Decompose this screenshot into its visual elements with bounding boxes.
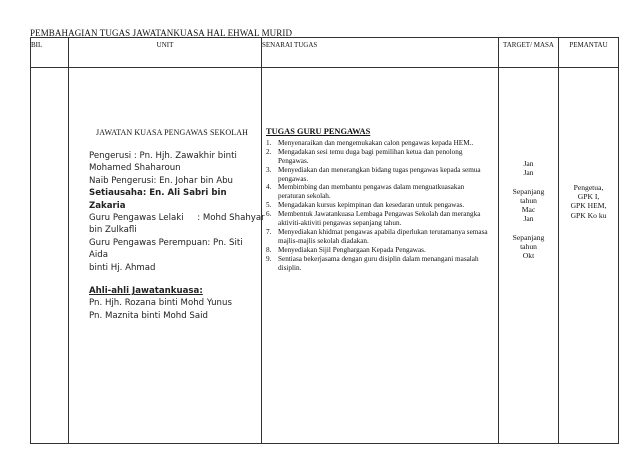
tugas-title: TUGAS GURU PENGAWAS [266, 127, 371, 136]
committee-line: Mohamed Shaharoun [89, 163, 181, 174]
duty-number: 1. [266, 138, 272, 147]
committee-line: Naib Pengerusi: En. Johar bin Abu [89, 175, 234, 186]
duty-number: 5. [266, 201, 272, 210]
duty-number: 3. [266, 165, 272, 174]
duty-number: 4. [266, 183, 272, 192]
list-item [266, 210, 492, 228]
committee-line: Setiausaha: En. Ali Sabri bin Zakaria [89, 188, 227, 211]
list-item [266, 228, 492, 246]
pemantau-line: Pengetua, [573, 183, 604, 192]
duty-number: 2. [266, 147, 272, 156]
target-line: Jan [523, 214, 534, 224]
committee-line: Guru Pengawas Perempuan: Pn. Siti Aida [89, 237, 243, 261]
target-cell [499, 68, 559, 444]
bil-cell [31, 68, 69, 444]
list-item [266, 183, 492, 201]
senarai-cell [262, 68, 499, 444]
duty-number: 7. [266, 227, 272, 236]
table-row [31, 68, 619, 444]
duty-number: 8. [266, 245, 272, 254]
header-row [31, 38, 619, 68]
target-line: Jan [523, 159, 534, 168]
target-line: tahun [520, 241, 537, 251]
duty-table [30, 37, 619, 444]
duty-text: Menyediakan Sijil Penghargaan Kepada Pengawas. [278, 245, 426, 254]
header-pemantau: PEMANTAU [559, 38, 619, 68]
header-senarai-tugas: SENARAI TUGAS [262, 38, 499, 68]
duty-text: Mengadakan kursus kepimpinan dan kesedaran untuk pengawas. [278, 201, 465, 210]
unit-heading: JAWATAN KUASA PENGAWAS SEKOLAH [96, 128, 248, 137]
pemantau-line: GPK I, [577, 192, 600, 202]
duty-text: Sentiasa bekerjasama dengan guru disiplin dalam menangani masalah disiplin. [278, 254, 479, 272]
pemantau-line: GPK Ko ku [570, 210, 607, 220]
committee-line: bin Zulkafli [89, 225, 137, 236]
pemantau-cell [559, 68, 619, 444]
ahli-heading: Ahli-ahli Jawatankuasa: [89, 286, 203, 297]
pemantau-line: GPK HEM, [570, 201, 607, 211]
target-line: Okt [522, 251, 535, 261]
list-item [266, 255, 492, 273]
duty-number: 9. [266, 254, 272, 263]
list-item [266, 166, 492, 184]
list-item [266, 139, 492, 148]
target-line: Mac [521, 205, 536, 215]
header-target-masa: TARGET/ MASA [499, 38, 559, 68]
header-bil: BIL [31, 38, 69, 68]
list-item [266, 246, 492, 255]
committee-line: Guru Pengawas Lelaki : Mohd Shahyar [89, 213, 265, 224]
ahli-line: Pn. Maznita binti Mohd Said [89, 310, 208, 321]
unit-cell [69, 68, 265, 444]
duty-text: Menyenaraikan dan mengemukakan calon pengawas kepada HEM.. [278, 138, 474, 147]
document-title: PEMBAHAGIAN TUGAS JAWATANKUASA HAL EHWAL MURID [30, 28, 293, 38]
target-line: tahun [520, 195, 537, 205]
committee-line: Pengerusi : Pn. Hjh. Zawakhir binti [89, 151, 237, 161]
duty-text: Membentuk Jawatankuasa Lembaga Pengawas Sekolah dan merangka aktiviti-aktiviti pengawas sepanjang tahun. [278, 210, 481, 228]
duty-list [266, 139, 492, 273]
committee-line: binti Hj. Ahmad [89, 262, 156, 273]
target-line: Sepanjang [512, 232, 545, 242]
target-line [499, 223, 558, 232]
list-item [266, 148, 492, 166]
duty-number: 6. [266, 210, 272, 219]
ahli-line: Pn. Hjh. Rozana binti Mohd Yunus [89, 298, 232, 309]
list-item [266, 201, 492, 210]
duty-text: Menyediakan dan menerangkan bidang tugas pengawas kepada semua pengawas. [278, 165, 481, 183]
duty-text: Membimbing dan membantu pengawas dalam menguatkuasakan peraturan sekolah. [278, 183, 465, 201]
duty-text: Mengadakan sesi temu duga bagi pemilihan ketua dan penolong Pengawas. [278, 147, 463, 165]
target-line: Sepanjang [512, 186, 545, 196]
target-line [499, 177, 558, 186]
header-unit: UNIT [69, 38, 262, 68]
duty-text: Menyediakan khidmat pengawas apabila diperlukan terutamanya semasa majlis-majlis sekolah diadakan. [278, 227, 488, 245]
target-line: Jan [523, 168, 534, 178]
